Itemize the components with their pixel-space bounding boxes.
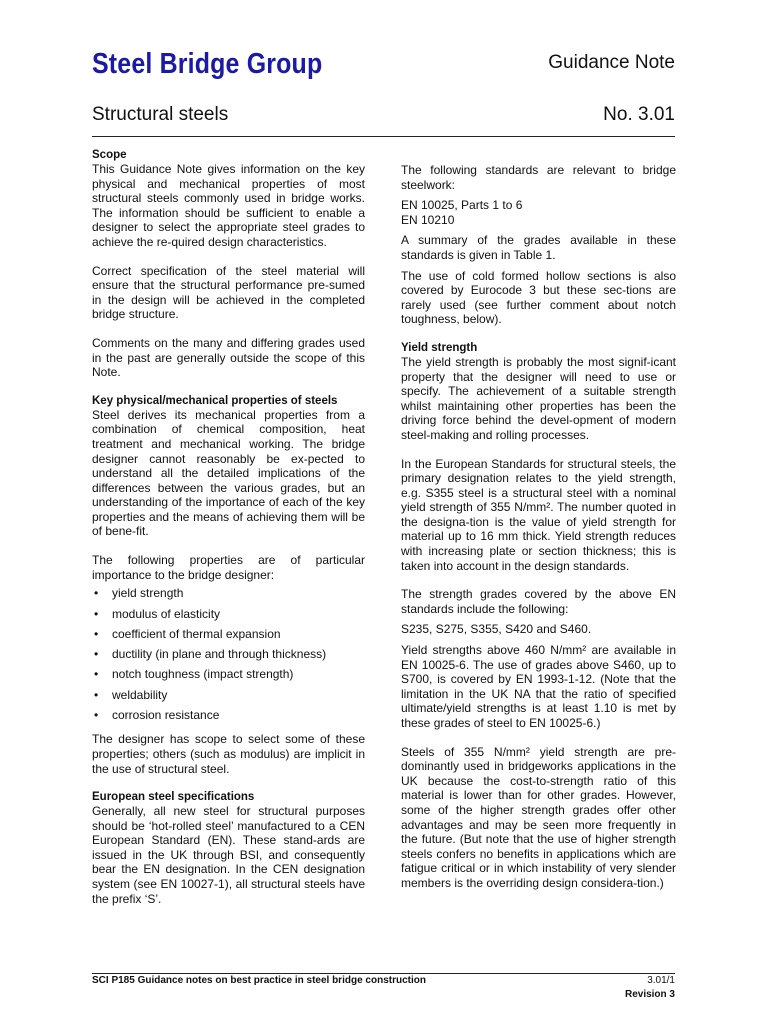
bullet-icon: • [94,667,99,682]
footer-revision: Revision 3 [624,989,675,1000]
footer-divider [92,973,675,974]
list-item: • weldability [94,687,168,702]
header-divider [92,136,675,137]
grades-list: S235, S275, S355, S420 and S460. [401,622,592,637]
bullet-icon: • [94,606,99,621]
standards-paragraph-1: The following standards are relevant to bridge steelwork: [401,163,676,192]
list-item: • ductility (in plane and through thickness) [94,647,327,662]
scope-paragraph-2: Correct specification of the steel material will ensure that the structural performance pre-sumed in the design will be achieved in the completed bridge structure. [92,263,365,322]
yield-paragraph-4: Yield strengths above 460 N/mm² are available in EN 10025-6. The use of grades above S460, up to S700, is covered by EN 1993-1-12. (Note that the limitation in the UK NA that the ratio of specified ultimate/yield strengths is at least 1.10 is met by these grades of steel to EN 10025-6.) [401,643,676,730]
yield-strength-heading: Yield strength [401,341,478,354]
yield-paragraph-5: Steels of 355 N/mm² yield strength are pre-dominantly used in bridgeworks applications in the UK because the cost-to-strength ratio of this material is lower than for other grades. However, some of the higher strength grades offer other advantages and may be seen more frequently in the future. (But note that the use of higher strength steels confers no benefits in applications which are fatigue critical or in which instability of very slender members is the overriding design considera-tion.) [401,744,676,890]
bullet-icon: • [94,647,99,662]
yield-paragraph-2: In the European Standards for structural steels, the primary designation relates to the yield strength, e.g. S355 steel is a structural steel with a nominal yield strength of 355 N/mm². The number quoted in the designa-tion is the value of yield strength for material up to 16 mm thick. Yield strength reduces with increasing plate or section thickness; this is taken into account in the design standards. [401,456,676,573]
properties-heading: Key physical/mechanical properties of steels [92,394,338,407]
properties-list [92,586,365,728]
list-item: • corrosion resistance [94,708,220,723]
yield-paragraph-1: The yield strength is probably the most signif-icant property that the designer will need to use or specify. The achievement of a suitable strength whilst maintaining other properties has been the driving force behind the devel-opment of modern steel-making and rolling processes. [401,354,676,442]
bullet-icon: • [94,687,99,702]
bullet-icon: • [94,586,99,601]
standard-line-1: EN 10025, Parts 1 to 6 [401,198,523,213]
bullet-icon: • [94,708,99,723]
properties-paragraph-2: The following properties are of particular importance to the bridge designer: [92,553,365,582]
right-column [401,163,676,891]
list-item: • coefficient of thermal expansion [94,626,281,641]
list-item: • yield strength [94,586,184,601]
standards-paragraph-2: A summary of the grades available in these standards is given in Table 1. [401,233,676,262]
scope-paragraph-1: This Guidance Note gives information on the key physical and mechanical properties of most structural steels commonly used in bridge works. The information should be sufficient to enable a designer to select the appropriate steel grades to achieve the re-quired design characteristics. [92,162,365,249]
yield-paragraph-3: The strength grades covered by the above EN standards include the following: [401,587,676,616]
standards-paragraph-3: The use of cold formed hollow sections is also covered by Eurocode 3 but these sec-tions are rarely used (see further comment about notch toughness, below). [401,268,676,327]
brand-title: Steel Bridge Group [92,48,323,80]
european-specs-paragraph: Generally, all new steel for structural purposes should be ‘hot-rolled steel’ manufactured to a CEN European Standard (EN). These stand-ards are issued in the UK through BSI, and consequently bear the EN designation. In the CEN designation system (see EN 10027-1), all structural steels have the prefix ‘S’. [92,804,365,906]
list-item: • notch toughness (impact strength) [94,667,294,682]
scope-heading: Scope [92,149,127,161]
document-title: Structural steels [92,104,229,125]
standard-line-2: EN 10210 [401,212,455,227]
scope-paragraph-3: Comments on the many and differing grades used in the past are generally outside the scope of this Note. [92,335,365,380]
footer-publication: SCI P185 Guidance notes on best practice in steel bridge construction [92,975,426,986]
european-specs-heading: European steel specifications [92,791,255,804]
bullet-icon: • [94,626,99,641]
note-type: Guidance Note [548,52,675,73]
properties-paragraph-1: Steel derives its mechanical properties from a combination of chemical composition, heat treatment and mechanical working. The bridge designer cannot reasonably be ex-pected to understand all the detailed implications of the differences between the various grades, but an understanding of the importance of each of the key properties and the means of achieving them will be of bene-fit. [92,407,365,539]
list-item: • modulus of elasticity [94,606,221,621]
document-number: No. 3.01 [603,104,675,125]
left-column [92,148,365,906]
properties-paragraph-3: The designer has scope to select some of these properties; others (such as modulus) are implicit in the use of structural steel. [92,732,365,776]
footer-page-number: 3.01/1 [647,975,675,986]
